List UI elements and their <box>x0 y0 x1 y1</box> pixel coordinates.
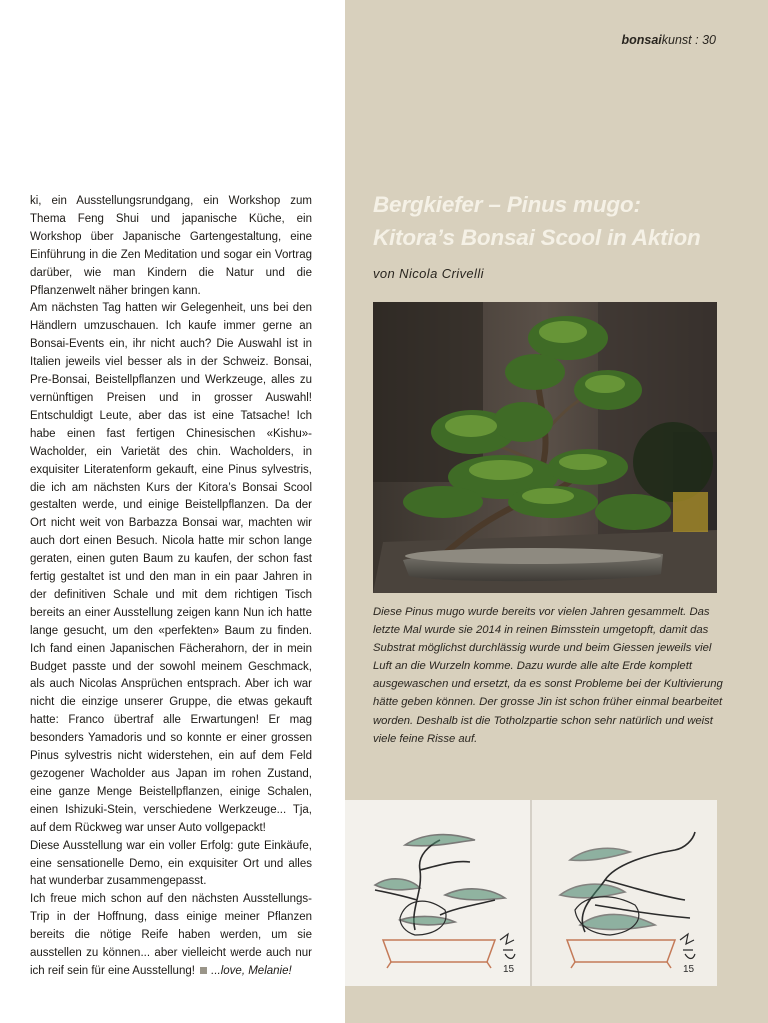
byline: von Nicola Crivelli <box>373 266 484 281</box>
magazine-name-rest: kunst <box>661 33 692 47</box>
photo-caption: Diese Pinus mugo wurde bereits vor vielen Jahren gesammelt. Das letzte Mal wurde sie 2014 in reinen Bimsstein umgetopft, damit das Substrat möglichst durchlässig wurde und beim Giessen jeweils viel Luft an die Wurzeln komme. Dazu wurde alle alte Erde komplett ausgewaschen und ersetzt, da es sonst Probleme bei der Kultivierung hätte geben können. Der grosse Jin ist schon früher einmal bearbeitet worden. Deshalb ist die Totholzpartie schon sehr natürlich und weist viele feine Risse auf. <box>373 606 723 745</box>
paragraph: ki, ein Ausstellungsrundgang, ein Workshop zum Thema Feng Shui und japanische Küche, ein Workshop über Japanische Gartengestaltung, eine Einführung in die Zen Meditation und sogar ein Vortrag darüber, wie man Kindern die Natur und die Pflanzenwelt näher bringen kann. <box>30 195 312 297</box>
title-line-2: Kitora’s Bonsai Scool in Aktion <box>373 225 701 250</box>
pinus-mugo-bonsai-image <box>373 302 717 593</box>
svg-text:15: 15 <box>683 964 695 975</box>
running-head <box>621 33 716 47</box>
bonsai-sketch-drawings <box>345 800 717 986</box>
paragraph <box>30 891 312 981</box>
svg-text:15: 15 <box>503 964 515 975</box>
left-page <box>0 0 345 1023</box>
article-title <box>373 188 753 254</box>
paragraph-text: Ich freue mich schon auf den nächsten Ausstellungs-Trip in der Hoffnung, dass einige meiner Pflanzen bereits die nötige Reife haben werden, um sie ausstellen zu können... aber vielleicht werde auch nur ich reif sein für eine Ausstellung! <box>30 893 312 977</box>
paragraph: Am nächsten Tag hatten wir Gelegenheit, uns bei den Händlern umzuschauen. Ich kaufe immer gerne an Bonsai-Events ein, ihr nicht auch? Die Auswahl ist in Italien jeweils viel besser als in der Schweiz. Bonsai, Pre-Bonsai, Beistellpflanzen und Werkzeuge, alles zu vernünftigen Preisen und in grosser Auswahl! Entschuldigt Leute, aber das ist eine Tatsache! Ich habe einen fast fertigen Chinesischen «Kishu»-Wacholder, ein Varietät des chin. Wacholders, in exquisiter Literatenform gekauft, eine Pinus sylvestris, die ich am nächsten Kurs der Kitora’s Bonsai Scool gestalten werde, und einige Beistellpflanzen. Da der Ort nicht weit von Barbazza Bonsai war, machten wir auch dort einen Besuch. Nicola hatte mir schon lange geraten, einen guten Baum zu kaufen, der schon fast fertig gestaltet ist und den man in ein paar Jahren in der definitiven Schale und mit dem richtigen Tisch bereits an einer Ausstellung zeigen kann Nun ich hatte lange gesucht, um den «perfekten» Baum zu finden. Ich fand einen Japanischen Fächerahorn, der in mein Budget passte und der sowohl meinem Geschmack, als auch Nicolas Ansprüchen entsprach. Aber ich war nicht die einzige unserer Gruppe, die etwas gekauft hatte: Franco übertraf alle Erwartungen! Er mag besonders Yamadoris und so konnte er einer grossen Pinus sylvestris nicht widerstehen, ein auf dem Feld gezogener Wacholder aus Japan im rohen Zustand, eine ganze Menge Beistellpflanzen, einige Schalen, einen Ishizuki-Stein, verschiedene Werkzeuge... Tja, auf dem Rückweg war unser Auto vollgepackt! <box>30 302 312 834</box>
bonsai-photo <box>373 302 717 593</box>
end-mark-square <box>200 967 207 974</box>
article-continuation-text <box>30 193 312 981</box>
page-number-separator: : <box>691 33 703 47</box>
page-number: 30 <box>702 33 716 47</box>
bonsai-sketches <box>345 800 717 986</box>
title-line-1: Bergkiefer – Pinus mugo: <box>373 192 641 217</box>
magazine-name-bold: bonsai <box>621 33 662 47</box>
signoff: ...love, Melanie! <box>211 964 292 977</box>
paragraph: Diese Ausstellung war ein voller Erfolg: gute Einkäufe, eine sensationelle Demo, ein exquisiter Ort und alles hat wunderbar zusammengepasst. <box>30 839 312 888</box>
